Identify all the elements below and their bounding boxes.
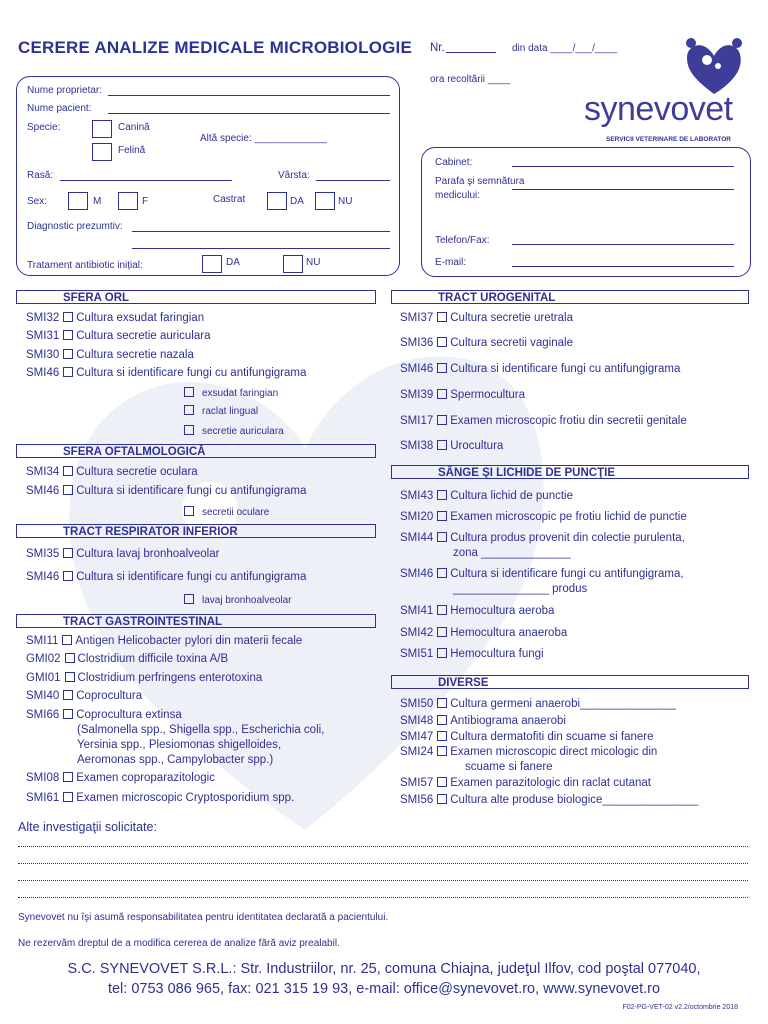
other-investigations-line[interactable] bbox=[18, 897, 748, 898]
test-item[interactable]: SMI36 Cultura secretii vaginale bbox=[400, 337, 573, 349]
request-number-field[interactable] bbox=[446, 52, 496, 53]
test-item[interactable]: SMI48 Antibiograma anaerobi bbox=[400, 715, 566, 727]
castrated-nu-label: NU bbox=[338, 196, 353, 207]
test-item[interactable]: SMI37 Cultura secretie uretrala bbox=[400, 312, 573, 324]
checkbox-icon[interactable] bbox=[437, 568, 447, 578]
checkbox-icon[interactable] bbox=[184, 387, 194, 397]
test-item[interactable]: SMI34 Cultura secretie oculara bbox=[26, 466, 198, 478]
other-investigations-label: Alte investigaţii solicitate: bbox=[18, 820, 157, 834]
breed-field[interactable] bbox=[60, 180, 232, 181]
checkbox-icon[interactable] bbox=[437, 746, 447, 756]
test-item-detail: (Salmonella spp., Shigella spp., Escherichia coli, bbox=[77, 724, 325, 736]
section-misc-header: DIVERSE bbox=[391, 675, 749, 689]
diagnosis-field-1[interactable] bbox=[132, 231, 390, 232]
antibiotic-nu-checkbox[interactable] bbox=[283, 255, 303, 273]
harvest-time-label: ora recoltării ____ bbox=[430, 74, 511, 85]
sex-m-checkbox[interactable] bbox=[68, 192, 88, 210]
email-label: E-mail: bbox=[435, 257, 467, 268]
species-canine-checkbox[interactable] bbox=[92, 120, 112, 138]
checkbox-icon[interactable] bbox=[63, 571, 73, 581]
checkbox-icon[interactable] bbox=[437, 312, 447, 322]
checkbox-icon[interactable] bbox=[63, 485, 73, 495]
test-item[interactable]: SMI56 Cultura alte produse biologice_______________ bbox=[400, 794, 699, 806]
logo-tagline: SERVICII VETERINARE DE LABORATOR bbox=[606, 136, 731, 143]
checkbox-icon[interactable] bbox=[63, 312, 73, 322]
checkbox-icon[interactable] bbox=[63, 548, 73, 558]
logo-wordmark: synevovet bbox=[584, 90, 733, 128]
sub-option[interactable]: raclat lingual bbox=[184, 405, 258, 417]
test-item[interactable]: SMI17 Examen microscopic frotiu din secretii genitale bbox=[400, 415, 687, 427]
test-item[interactable]: SMI32 Cultura exsudat faringian bbox=[26, 312, 205, 324]
test-item[interactable]: SMI46 Cultura si identificare fungi cu antifungigrama bbox=[400, 363, 681, 375]
checkbox-icon[interactable] bbox=[437, 648, 447, 658]
diagnosis-field-2[interactable] bbox=[132, 248, 390, 249]
castrated-da-checkbox[interactable] bbox=[267, 192, 287, 210]
section-gastrointestinal-header: TRACT GASTROINTESTINAL bbox=[16, 614, 376, 628]
test-item[interactable]: SMI42 Hemocultura anaeroba bbox=[400, 627, 568, 639]
other-species-field[interactable]: _____________ bbox=[254, 133, 327, 144]
checkbox-icon[interactable] bbox=[63, 772, 73, 782]
checkbox-icon[interactable] bbox=[65, 672, 75, 682]
checkbox-icon[interactable] bbox=[184, 594, 194, 604]
sub-option[interactable]: lavaj bronhoalveolar bbox=[184, 594, 292, 606]
signature-label-2: medicului: bbox=[435, 190, 481, 201]
test-item[interactable]: SMI11 Antigen Helicobacter pylori din materii fecale bbox=[26, 635, 303, 647]
sex-f-label: F bbox=[142, 196, 149, 207]
checkbox-icon[interactable] bbox=[437, 363, 447, 373]
checkbox-icon[interactable] bbox=[184, 425, 194, 435]
date-field[interactable]: ____/___/____ bbox=[550, 43, 618, 54]
test-item[interactable]: SMI43 Cultura lichid de punctie bbox=[400, 490, 573, 502]
footer-address: S.C. SYNEVOVET S.R.L.: Str. Industriilor, nr. 25, comuna Chiajna, judeţul Ilfov, cod poştal 077040, bbox=[67, 961, 701, 977]
checkbox-icon[interactable] bbox=[437, 532, 447, 542]
checkbox-icon[interactable] bbox=[437, 777, 447, 787]
checkbox-icon[interactable] bbox=[437, 698, 447, 708]
disclaimer-modify: Ne rezervăm dreptul de a modifica cererea de analize fără aviz prealabil. bbox=[18, 938, 340, 949]
age-field[interactable] bbox=[316, 180, 390, 181]
test-item[interactable]: SMI24 Examen microscopic direct micologic din bbox=[400, 746, 658, 758]
antibiotic-da-checkbox[interactable] bbox=[202, 255, 222, 273]
checkbox-icon[interactable] bbox=[437, 511, 447, 521]
checkbox-icon[interactable] bbox=[437, 415, 447, 425]
antibiotic-nu-label: NU bbox=[306, 257, 321, 268]
patient-name-field[interactable] bbox=[108, 113, 390, 114]
test-item[interactable]: SMI30 Cultura secretie nazala bbox=[26, 349, 194, 361]
other-species-label: Altă specie: _____________ bbox=[200, 133, 327, 144]
checkbox-icon[interactable] bbox=[437, 440, 447, 450]
test-item-detail: Yersinia spp., Plesiomonas shigelloides, bbox=[77, 739, 282, 751]
synevovet-heart-icon bbox=[683, 36, 745, 98]
test-item[interactable]: GMI01 Clostridium perfringens enterotoxina bbox=[26, 672, 263, 684]
test-item[interactable]: SMI51 Hemocultura fungi bbox=[400, 648, 544, 660]
test-item[interactable]: GMI02 Clostridium difficile toxina A/B bbox=[26, 653, 229, 665]
checkbox-icon[interactable] bbox=[63, 466, 73, 476]
section-orl-header: SFERA ORL bbox=[16, 290, 376, 304]
test-item[interactable]: SMI66 Coprocultura extinsa bbox=[26, 709, 182, 721]
sex-f-checkbox[interactable] bbox=[118, 192, 138, 210]
signature-label: Parafa şi semnătura bbox=[435, 176, 525, 187]
checkbox-icon[interactable] bbox=[63, 367, 73, 377]
checkbox-icon[interactable] bbox=[437, 715, 447, 725]
checkbox-icon[interactable] bbox=[184, 506, 194, 516]
other-investigations-line[interactable] bbox=[18, 880, 748, 881]
checkbox-icon[interactable] bbox=[437, 605, 447, 615]
test-item-detail: zona ______________ bbox=[453, 547, 571, 559]
checkbox-icon[interactable] bbox=[63, 690, 73, 700]
checkbox-icon[interactable] bbox=[63, 330, 73, 340]
test-item[interactable]: SMI46 Cultura si identificare fungi cu antifungigrama bbox=[26, 571, 307, 583]
test-item[interactable]: SMI40 Coprocultura bbox=[26, 690, 143, 702]
section-ophthalmology-header: SFERA OFTALMOLOGICĂ bbox=[16, 444, 376, 458]
test-item[interactable]: SMI20 Examen microscopic pe frotiu lichid de punctie bbox=[400, 511, 687, 523]
checkbox-icon[interactable] bbox=[65, 653, 75, 663]
castrated-nu-checkbox[interactable] bbox=[315, 192, 335, 210]
patient-name-label: Nume pacient: bbox=[27, 103, 92, 114]
breed-label: Rasă: bbox=[27, 170, 54, 181]
checkbox-icon[interactable] bbox=[437, 794, 447, 804]
email-field[interactable] bbox=[512, 266, 734, 267]
checkbox-icon[interactable] bbox=[62, 635, 72, 645]
test-item[interactable]: SMI46 Cultura si identificare fungi cu antifungigrama bbox=[26, 485, 307, 497]
section-respiratory-header: TRACT RESPIRATOR INFERIOR bbox=[16, 524, 376, 538]
signature-field[interactable] bbox=[512, 189, 734, 190]
test-item[interactable]: SMI57 Examen parazitologic din raclat cutanat bbox=[400, 777, 651, 789]
form-title: CERERE ANALIZE MEDICALE MICROBIOLOGIE bbox=[18, 38, 413, 57]
checkbox-icon[interactable] bbox=[437, 627, 447, 637]
species-feline-checkbox[interactable] bbox=[92, 143, 112, 161]
phone-field[interactable] bbox=[512, 244, 734, 245]
checkbox-icon[interactable] bbox=[437, 337, 447, 347]
sex-m-label: M bbox=[93, 196, 102, 207]
checkbox-icon[interactable] bbox=[437, 389, 447, 399]
test-item[interactable]: SMI08 Examen coproparazitologic bbox=[26, 772, 215, 784]
test-item[interactable]: SMI31 Cultura secretie auriculara bbox=[26, 330, 211, 342]
age-label: Vârsta: bbox=[278, 170, 310, 181]
owner-label: Nume proprietar: bbox=[27, 85, 103, 96]
harvest-time-field[interactable]: ____ bbox=[487, 74, 511, 85]
castrated-label: Castrat bbox=[213, 194, 246, 205]
checkbox-icon[interactable] bbox=[63, 709, 73, 719]
test-item-detail: Aeromonas spp., Campylobacter spp.) bbox=[77, 754, 274, 766]
request-number-label: Nr. bbox=[430, 42, 445, 54]
test-item-detail: _______________ produs bbox=[453, 583, 588, 595]
section-blood-fluids-header: SÂNGE ŞI LICHIDE DE PUNCŢIE bbox=[391, 465, 749, 479]
test-item[interactable]: SMI47 Cultura dermatofiti din scuame si fanere bbox=[400, 731, 654, 743]
phone-label: Telefon/Fax: bbox=[435, 235, 490, 246]
checkbox-icon[interactable] bbox=[437, 490, 447, 500]
diagnosis-label: Diagnostic prezumtiv: bbox=[27, 221, 123, 232]
checkbox-icon[interactable] bbox=[63, 349, 73, 359]
test-item[interactable]: SMI44 Cultura produs provenit din colectie purulenta, bbox=[400, 532, 685, 544]
test-item[interactable]: SMI61 Examen microscopic Cryptosporidium spp. bbox=[26, 792, 295, 804]
section-urogenital-header: TRACT UROGENITAL bbox=[391, 290, 749, 304]
test-item-detail: scuame si fanere bbox=[465, 761, 553, 773]
owner-field[interactable] bbox=[108, 95, 390, 96]
test-item[interactable]: SMI50 Cultura germeni anaerobi_______________ bbox=[400, 698, 676, 710]
footer-contact: tel: 0753 086 965, fax: 021 315 19 93, e-mail: office@synevovet.ro, www.synevovet.ro bbox=[107, 981, 661, 997]
sub-option[interactable]: secretii oculare bbox=[184, 506, 269, 518]
test-item[interactable]: SMI38 Urocultura bbox=[400, 440, 504, 452]
antibiotic-da-label: DA bbox=[226, 257, 240, 268]
species-canine-label: Canină bbox=[118, 122, 150, 133]
checkbox-icon[interactable] bbox=[184, 405, 194, 415]
disclaimer-identity: Synevovet nu îşi asumă responsabilitatea pentru identitatea declarată a pacientului. bbox=[18, 912, 389, 923]
species-feline-label: Felină bbox=[118, 145, 146, 156]
date-label: din data ____/___/____ bbox=[512, 43, 618, 54]
species-label: Specie: bbox=[27, 122, 61, 133]
document-code: F02-PG-VET-02 v2.2/octombrie 2018 bbox=[622, 1004, 738, 1011]
antibiotic-label: Tratament antibiotic inițial: bbox=[27, 260, 143, 271]
sub-option[interactable]: secretie auriculara bbox=[184, 425, 284, 437]
test-item[interactable]: SMI46 Cultura si identificare fungi cu antifungigrama, bbox=[400, 568, 684, 580]
other-investigations-line[interactable] bbox=[18, 863, 748, 864]
sub-option[interactable]: exsudat faringian bbox=[184, 387, 278, 399]
test-item[interactable]: SMI35 Cultura lavaj bronhoalveolar bbox=[26, 548, 220, 560]
checkbox-icon[interactable] bbox=[63, 792, 73, 802]
other-investigations-line[interactable] bbox=[18, 846, 748, 847]
test-item[interactable]: SMI46 Cultura si identificare fungi cu antifungigrama bbox=[26, 367, 307, 379]
cabinet-field[interactable] bbox=[512, 166, 734, 167]
castrated-da-label: DA bbox=[290, 196, 304, 207]
test-item[interactable]: SMI39 Spermocultura bbox=[400, 389, 526, 401]
test-item[interactable]: SMI41 Hemocultura aeroba bbox=[400, 605, 555, 617]
sex-label: Sex: bbox=[27, 196, 48, 207]
checkbox-icon[interactable] bbox=[437, 731, 447, 741]
cabinet-label: Cabinet: bbox=[435, 157, 473, 168]
